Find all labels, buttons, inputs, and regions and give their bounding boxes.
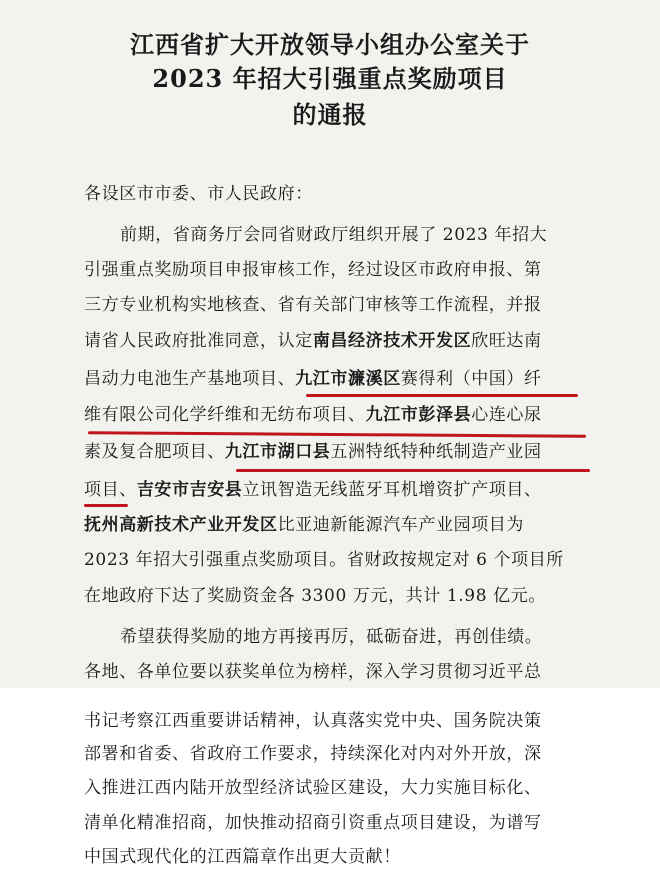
highlight-jian: 吉安市吉安县	[136, 480, 243, 500]
document-title-line-1: 江西省扩大开放领导小组办公室关于	[130, 30, 530, 59]
highlight-nanchang: 南昌经济技术开发区	[312, 331, 472, 351]
highlight-hukou: 九江市湖口县	[224, 442, 331, 462]
highlight-pengze: 九江市彭泽县	[365, 405, 472, 425]
para1-line-7: 素及复合肥项目、九江市湖口县五洲特纸特种纸制造产业园	[84, 442, 542, 462]
underline-hukou	[236, 469, 590, 472]
para1-line-10: 2023 年招大引强重点奖励项目。省财政按规定对 6 个项目所	[84, 550, 564, 570]
para1-line-1: 前期，省商务厅会同省财政厅组织开展了 2023 年招大	[120, 225, 548, 245]
para1-line-8: 项目、吉安市吉安县立讯智造无线蓝牙耳机增资扩产项目、	[84, 480, 542, 500]
para2-line-3: 书记考察江西重要讲话精神，认真落实党中央、国务院决策	[84, 711, 542, 731]
highlight-lianxi: 九江市濂溪区	[295, 369, 401, 389]
para1-line-9: 抚州高新技术产业开发区比亚迪新能源汽车产业园项目为	[84, 515, 525, 535]
para2-line-1: 希望获得奖励的地方再接再厉，砥砺奋进，再创佳绩。	[120, 627, 543, 647]
para1-line-5: 昌动力电池生产基地项目、九江市濂溪区赛得利（中国）纤	[84, 369, 542, 389]
document-title-line-2: 2023 年招大引强重点奖励项目	[152, 64, 508, 93]
para1-line-6: 维有限公司化学纤维和无纺布项目、九江市彭泽县心连心尿	[84, 405, 542, 425]
para2-line-7: 中国式现代化的江西篇章作出更大贡献！	[84, 847, 401, 867]
para1-line-3: 三方专业机构实地核查、省有关部门审核等工作流程，并报	[84, 295, 542, 315]
para2-line-2: 各地、各单位要以获奖单位为榜样，深入学习贯彻习近平总	[84, 662, 542, 682]
document-title-line-3: 的通报	[292, 100, 368, 129]
para1-line-2: 引强重点奖励项目申报审核工作，经过设区市政府申报、第	[84, 260, 542, 280]
para2-line-6: 清单化精准招商，加快推动招商引资重点项目建设，为谱写	[84, 813, 542, 833]
para2-line-4: 部署和省委、省政府工作要求，持续深化对内对外开放，深	[84, 744, 542, 764]
para1-line-4: 请省人民政府批准同意，认定南昌经济技术开发区欣旺达南	[84, 331, 542, 351]
para2-line-5: 入推进江西内陆开放型经济试验区建设，大力实施目标化、	[84, 778, 542, 798]
underline-project	[84, 504, 128, 507]
salutation: 各设区市市委、市人民政府：	[84, 184, 313, 204]
para1-line-11: 在地政府下达了奖励资金各 3300 万元，共计 1.98 亿元。	[84, 586, 546, 606]
highlight-fuzhou: 抚州高新技术产业开发区	[84, 515, 278, 535]
underline-lianxi	[306, 394, 578, 397]
